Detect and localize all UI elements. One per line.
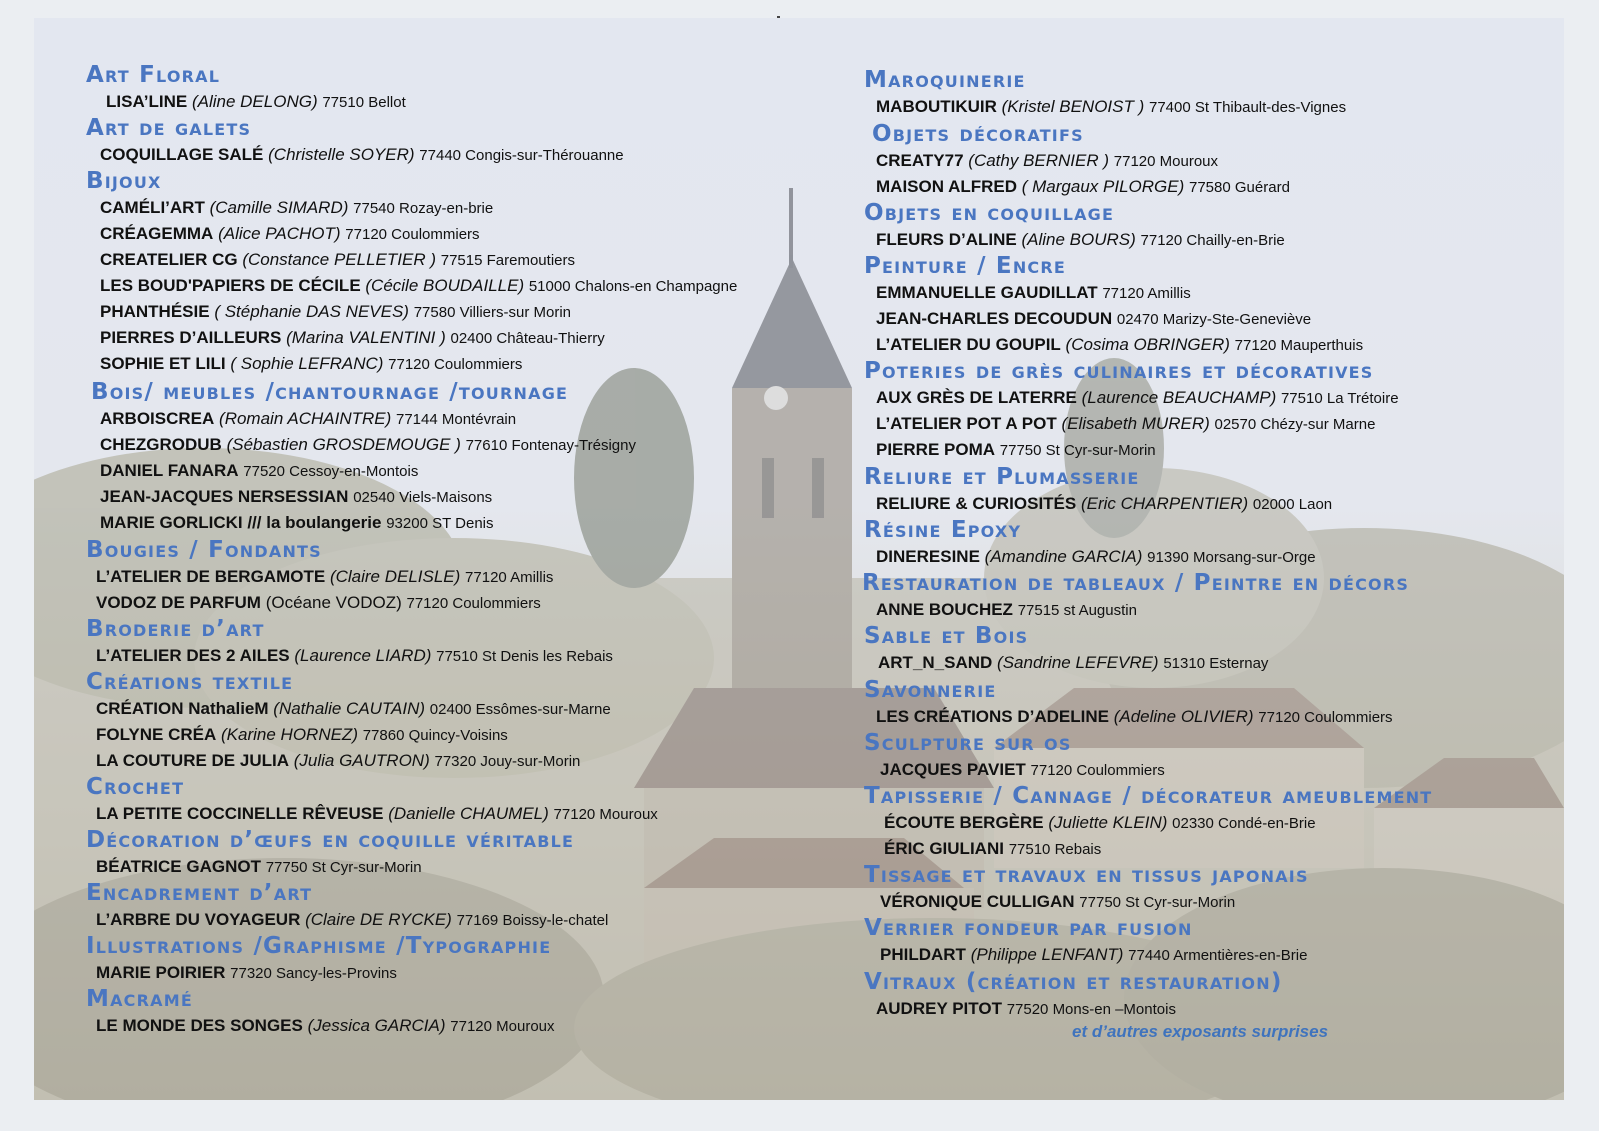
exhibitor [864, 996, 1283, 1022]
exhibitor-name: LES BOUD'PAPIERS DE CÉCILE [100, 276, 361, 295]
exhibitor-person: (Laurence BEAUCHAMP) [1081, 388, 1277, 407]
exhibitor [872, 148, 1290, 174]
section-peinture-encre [864, 253, 1363, 358]
exhibitor-name: ANNE BOUCHEZ [876, 600, 1013, 619]
section-bois-meubles [91, 379, 636, 536]
exhibitor-name: PIERRE POMA [876, 440, 996, 459]
exhibitor [86, 854, 574, 880]
exhibitor-address: 77400 St Thibault-des-Vignes [1148, 99, 1347, 116]
section-objets-coquillage [864, 200, 1285, 253]
exhibitor-name: CRÉATION NathalieM [96, 699, 269, 718]
exhibitor-name: AUX GRÈS DE LATERRE [876, 388, 1077, 407]
exhibitor-address: 77120 Coulommiers [1030, 762, 1165, 779]
exhibitor-name: JACQUES PAVIET [880, 760, 1026, 779]
exhibitor [91, 406, 636, 432]
section-title: Illustrations /Graphisme /Typographie [86, 933, 552, 959]
exhibitor-name: VÉRONIQUE CULLIGAN [880, 892, 1075, 911]
section-bijoux [86, 168, 737, 377]
exhibitor-name: BÉATRICE GAGNOT [96, 857, 261, 876]
exhibitor-person: (Sandrine LEFEVRE) [997, 653, 1159, 672]
exhibitor-name: L’ATELIER POT A POT [876, 414, 1057, 433]
exhibitor-address: 02470 Marizy-Ste-Geneviève [1116, 311, 1312, 328]
exhibitor-person: (Claire DE RYCKE) [305, 910, 452, 929]
exhibitor-name: L’ARBRE DU VOYAGEUR [96, 910, 301, 929]
section-title: Maroquinerie [864, 67, 1026, 93]
exhibitor-name: CREATY77 [876, 151, 964, 170]
brochure-panel [34, 18, 1564, 1100]
exhibitor-person: (Cathy BERNIER ) [968, 151, 1110, 170]
exhibitor-name: PHILDART [880, 945, 966, 964]
exhibitor-person: (Aline DELONG) [191, 92, 318, 111]
exhibitor-address: 77610 Fontenay-Trésigny [465, 437, 636, 454]
exhibitor [864, 385, 1399, 411]
exhibitor [86, 195, 737, 221]
section-title: Art de galets [86, 115, 252, 141]
exhibitor-address: 77520 Mons-en –Montois [1006, 1001, 1176, 1018]
exhibitor-person: (Karine HORNEZ) [221, 725, 358, 744]
exhibitor [864, 704, 1393, 730]
exhibitor [91, 432, 636, 458]
exhibitor-person: ( Margaux PILORGE) [1021, 177, 1185, 196]
section-title: Créations textile [86, 669, 294, 695]
exhibitor-person: (Cécile BOUDAILLE) [365, 276, 525, 295]
exhibitor-name: ÉRIC GIULIANI [884, 839, 1004, 858]
exhibitor [864, 544, 1316, 570]
exhibitor [864, 411, 1399, 437]
exhibitor-address: 77120 Chailly-en-Brie [1140, 232, 1285, 249]
exhibitor-name: MAISON ALFRED [876, 177, 1018, 196]
section-title: Art Floral [86, 62, 221, 88]
exhibitor-address: 77440 Armentières-en-Brie [1128, 947, 1308, 964]
exhibitor-address: 02540 Viels-Maisons [353, 489, 493, 506]
exhibitor-name: DANIEL FANARA [100, 461, 239, 480]
exhibitor-address: 02400 Château-Thierry [450, 330, 605, 347]
exhibitor-address: 77750 St Cyr-sur-Morin [1079, 894, 1236, 911]
exhibitor-address: 77120 Coulommiers [1258, 709, 1393, 726]
exhibitor-person: (Alice PACHOT) [218, 224, 341, 243]
exhibitor-address: 77440 Congis-sur-Thérouanne [419, 147, 624, 164]
exhibitor [864, 227, 1285, 253]
exhibitor-address: 77169 Boissy-le-chatel [456, 912, 609, 929]
exhibitor-name: DINERESINE [876, 547, 980, 566]
exhibitor [864, 650, 1268, 676]
section-sable-bois [864, 623, 1268, 676]
exhibitor [864, 757, 1165, 783]
exhibitor-address: 77120 Mouroux [450, 1018, 555, 1035]
exhibitor-name: L’ATELIER DE BERGAMOTE [96, 567, 326, 586]
exhibitor [91, 510, 636, 536]
exhibitor-name: JEAN-JACQUES NERSESSIAN [100, 487, 349, 506]
section-title: Bougies / Fondants [86, 537, 322, 563]
exhibitor [86, 907, 608, 933]
section-macrame [86, 986, 555, 1039]
exhibitor [864, 437, 1399, 463]
exhibitor-address: 77120 Coulommiers [345, 226, 480, 243]
exhibitor-name: VODOZ DE PARFUM [96, 593, 261, 612]
exhibitor [86, 696, 611, 722]
exhibitor-name: SOPHIE ET LILI [100, 354, 226, 373]
section-tapisserie [864, 783, 1432, 862]
exhibitor-name: RELIURE & CURIOSITÉS [876, 494, 1077, 513]
section-art-de-galets [86, 115, 624, 168]
section-savonnerie [864, 677, 1393, 730]
exhibitor-person: (Kristel BENOIST ) [1001, 97, 1145, 116]
exhibitor-person: (Aline BOURS) [1021, 230, 1136, 249]
exhibitor-name: MARIE GORLICKI /// la boulangerie [100, 513, 382, 532]
exhibitor-name: MARIE POIRIER [96, 963, 226, 982]
section-title: Bois/ meubles /chantournage /tournage [91, 379, 569, 405]
exhibitor-person: (Laurence LIARD) [294, 646, 432, 665]
exhibitor-person: (Danielle CHAUMEL) [388, 804, 549, 823]
exhibitor-person: (Océane VODOZ) [265, 593, 402, 612]
exhibitor-address: 51000 Chalons-en Champagne [528, 278, 738, 295]
exhibitor-name: LES CRÉATIONS D’ADELINE [876, 707, 1109, 726]
exhibitor-name: LE MONDE DES SONGES [96, 1016, 303, 1035]
exhibitor-person: (Christelle SOYER) [268, 145, 415, 164]
exhibitor-name: L’ATELIER DU GOUPIL [876, 335, 1061, 354]
section-title: Tissage et travaux en tissus japonais [864, 862, 1309, 888]
exhibitor-name: COQUILLAGE SALÉ [100, 145, 264, 164]
section-title: Peinture / Encre [864, 253, 1066, 279]
exhibitor [864, 332, 1363, 358]
section-decoration-oeufs [86, 827, 574, 880]
exhibitor [86, 273, 737, 299]
section-title: Poteries de grès culinaires et décoratives [864, 358, 1374, 384]
exhibitor [864, 306, 1363, 332]
exhibitor [86, 801, 658, 827]
exhibitor-address: 77520 Cessoy-en-Montois [243, 463, 419, 480]
exhibitor-address: 93200 ST Denis [386, 515, 494, 532]
exhibitor-name: CRÉAGEMMA [100, 224, 214, 243]
exhibitor-name: MABOUTIKUIR [876, 97, 997, 116]
exhibitor-person: (Julia GAUTRON) [293, 751, 430, 770]
section-title: Restauration de tableaux / Peintre en décors [862, 570, 1410, 596]
exhibitor-name: CHEZGRODUB [100, 435, 222, 454]
exhibitor-person: (Nathalie CAUTAIN) [273, 699, 426, 718]
section-title: Bijoux [86, 168, 162, 194]
exhibitor-address: 02570 Chézy-sur Marne [1214, 416, 1376, 433]
exhibitor-address: 77540 Rozay-en-brie [353, 200, 494, 217]
exhibitor-name: ARBOISCREA [100, 409, 215, 428]
section-title: Objets décoratifs [872, 121, 1084, 147]
exhibitor-address: 77580 Villiers-sur Morin [413, 304, 571, 321]
section-verrier [864, 915, 1307, 968]
exhibitor [86, 564, 553, 590]
section-sculpture [864, 730, 1165, 783]
exhibitor-name: PHANTHÉSIE [100, 302, 210, 321]
section-tissage [864, 862, 1309, 915]
exhibitor [86, 142, 624, 168]
exhibitor [86, 221, 737, 247]
exhibitor [864, 94, 1346, 120]
exhibitor-address: 77750 St Cyr-sur-Morin [999, 442, 1156, 459]
section-restauration [862, 570, 1409, 623]
section-reliure [864, 464, 1332, 517]
exhibitor [864, 491, 1332, 517]
exhibitor-name: LISA’LINE [106, 92, 188, 111]
exhibitor [864, 836, 1432, 862]
section-title: Macramé [86, 986, 193, 1012]
section-resine [864, 517, 1316, 570]
exhibitor-person: (Constance PELLETIER ) [242, 250, 437, 269]
exhibitor-address: 77515 st Augustin [1017, 602, 1137, 619]
exhibitor [86, 247, 737, 273]
exhibitor-address: 77320 Jouy-sur-Morin [434, 753, 581, 770]
exhibitor-person: (Philippe LENFANT) [970, 945, 1124, 964]
exhibitor-address: 77510 Bellot [322, 94, 406, 111]
section-title: Objets en coquillage [864, 200, 1115, 226]
section-creations-textile [86, 669, 611, 774]
exhibitor-address: 77120 Mouroux [1113, 153, 1219, 170]
exhibitor [872, 174, 1290, 200]
exhibitor-address: 77510 La Trétoire [1280, 390, 1399, 407]
exhibitor [864, 889, 1309, 915]
section-art-floral [86, 62, 406, 115]
exhibitor-person: (Jessica GARCIA) [307, 1016, 446, 1035]
exhibitor-address: 77580 Guérard [1189, 179, 1290, 196]
exhibitor [86, 299, 737, 325]
exhibitor-address: 51310 Esternay [1163, 655, 1269, 672]
exhibitor-person: (Sébastien GROSDEMOUGE ) [226, 435, 461, 454]
section-maroquinerie [864, 67, 1346, 120]
section-illustrations [86, 933, 551, 986]
exhibitor-name: EMMANUELLE GAUDILLAT [876, 283, 1098, 302]
exhibitor-name: ÉCOUTE BERGÈRE [884, 813, 1044, 832]
exhibitor-person: (Eric CHARPENTIER) [1080, 494, 1249, 513]
exhibitor [86, 1013, 555, 1039]
exhibitor-name: CAMÉLI’ART [100, 198, 205, 217]
exhibitor [86, 351, 737, 377]
section-crochet [86, 774, 658, 827]
section-title: Vitraux (création et restauration) [864, 969, 1283, 995]
exhibitor [86, 590, 553, 616]
section-title: Reliure et Plumasserie [864, 464, 1140, 490]
section-title: Encadrement d’art [86, 880, 313, 906]
exhibitor-name: CREATELIER CG [100, 250, 238, 269]
exhibitor-name: LA COUTURE DE JULIA [96, 751, 289, 770]
exhibitor-person: (Claire DELISLE) [329, 567, 461, 586]
exhibitor-address: 77120 Mauperthuis [1234, 337, 1364, 354]
surprise-exhibitors-note: et d’autres exposants surprises [1072, 1022, 1329, 1041]
exhibitor-address: 77860 Quincy-Voisins [362, 727, 508, 744]
exhibitor-address: 77120 Mouroux [553, 806, 658, 823]
section-title: Résine Epoxy [864, 517, 1022, 543]
exhibitor-name: PIERRES D’AILLEURS [100, 328, 282, 347]
section-title: Tapisserie / Cannage / décorateur ameublement [864, 783, 1433, 809]
exhibitor-address: 91390 Morsang-sur-Orge [1147, 549, 1316, 566]
exhibitor-person: ( Sophie LEFRANC) [230, 354, 384, 373]
exhibitor [91, 458, 636, 484]
exhibitor-name: FLEURS D’ALINE [876, 230, 1017, 249]
exhibitor-address: 77320 Sancy-les-Provins [230, 965, 397, 982]
section-vitraux [864, 969, 1283, 1022]
section-title: Décoration d’œufs en coquille véritable [86, 827, 575, 853]
section-title: Sable et Bois [864, 623, 1029, 649]
exhibitor [864, 280, 1363, 306]
exhibitor [86, 748, 611, 774]
exhibitor-person: (Romain ACHAINTRE) [219, 409, 392, 428]
section-title: Broderie d’art [86, 616, 265, 642]
exhibitor-person: ( Stéphanie DAS NEVES) [214, 302, 409, 321]
exhibitor-address: 02330 Condé-en-Brie [1172, 815, 1316, 832]
exhibitor-name: ART_N_SAND [878, 653, 993, 672]
exhibitor-person: (Cosima OBRINGER) [1065, 335, 1230, 354]
exhibitor-person: (Elisabeth MURER) [1061, 414, 1210, 433]
exhibitor-address: 77120 Coulommiers [388, 356, 523, 373]
exhibitor-name: L’ATELIER DES 2 AILES [96, 646, 290, 665]
exhibitor-address: 77510 St Denis les Rebais [436, 648, 613, 665]
exhibitor [864, 810, 1432, 836]
exhibitor-address: 77515 Faremoutiers [440, 252, 575, 269]
exhibitor-address: 77120 Coulommiers [406, 595, 541, 612]
exhibitor [91, 484, 636, 510]
exhibitor-address: 77510 Rebais [1008, 841, 1102, 858]
exhibitor [862, 597, 1409, 623]
section-bougies [86, 537, 553, 616]
exhibitor-name: LA PETITE COCCINELLE RÊVEUSE [96, 804, 384, 823]
exhibitor [86, 325, 737, 351]
exhibitor [86, 89, 406, 115]
exhibitor-name: AUDREY PITOT [876, 999, 1002, 1018]
section-title: Verrier fondeur par fusion [864, 915, 1193, 941]
exhibitor-person: (Juliette KLEIN) [1048, 813, 1168, 832]
exhibitor-name: FOLYNE CRÉA [96, 725, 217, 744]
exhibitor-address: 77144 Montévrain [396, 411, 517, 428]
section-encadrement [86, 880, 608, 933]
exhibitor [86, 960, 551, 986]
exhibitor-address: 02000 Laon [1252, 496, 1333, 513]
section-broderie [86, 616, 613, 669]
exhibitor-address: 77120 Amillis [465, 569, 554, 586]
exhibitor [86, 722, 611, 748]
exhibitor-person: (Camille SIMARD) [209, 198, 349, 217]
section-title: Savonnerie [864, 677, 997, 703]
exhibitor [864, 942, 1307, 968]
exhibitor-address: 77120 Amillis [1102, 285, 1191, 302]
exhibitor [86, 643, 613, 669]
exhibitor-name: JEAN-CHARLES DECOUDUN [876, 309, 1113, 328]
section-title: Crochet [86, 774, 185, 800]
exhibitor-person: (Amandine GARCIA) [984, 547, 1143, 566]
exhibitor-address: 02400 Essômes-sur-Marne [429, 701, 611, 718]
exhibitor-address: 77750 St Cyr-sur-Morin [265, 859, 422, 876]
section-poteries [864, 358, 1399, 463]
section-objets-decoratifs [872, 121, 1290, 200]
exhibitor-person: (Marina VALENTINI ) [286, 328, 446, 347]
section-title: Sculpture sur os [864, 730, 1072, 756]
exhibitor-person: (Adeline OLIVIER) [1113, 707, 1254, 726]
